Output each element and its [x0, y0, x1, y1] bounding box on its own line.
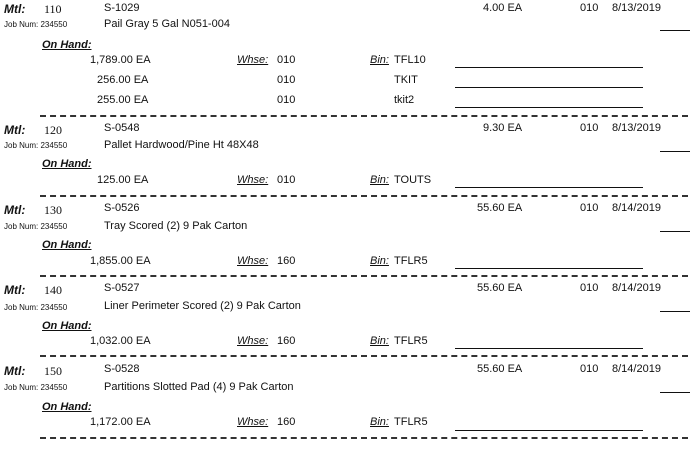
on-hand-label: On Hand:	[42, 239, 92, 251]
job-num-label: Job Num: 234550	[4, 222, 68, 231]
on-hand-label: On Hand:	[42, 401, 92, 413]
part-description: Liner Perimeter Scored (2) 9 Pak Carton	[104, 300, 301, 312]
record-separator	[40, 115, 688, 117]
part-number: S-0528	[104, 363, 140, 375]
mtl-label: Mtl:	[4, 2, 26, 16]
mtl-sequence: 130	[44, 203, 62, 217]
warehouse: 010	[580, 122, 599, 134]
on-hand-bin: tkit2	[394, 94, 415, 106]
whse-label: Whse:	[237, 416, 269, 428]
bin-label: Bin:	[370, 54, 389, 66]
part-number: S-1029	[104, 2, 140, 14]
record-separator	[40, 195, 688, 197]
whse-label: Whse:	[237, 255, 269, 267]
on-hand-label: On Hand:	[42, 320, 92, 332]
whse-label: Whse:	[237, 54, 269, 66]
signature-line	[660, 151, 690, 152]
mtl-sequence: 120	[44, 123, 62, 137]
signature-line	[660, 30, 690, 31]
record-separator	[40, 355, 688, 357]
bin-label: Bin:	[370, 416, 389, 428]
on-hand-bin: TFLR5	[394, 335, 428, 347]
due-date: 8/14/2019	[612, 282, 661, 294]
required-qty: 55.60 EA	[477, 363, 523, 375]
on-hand-whse: 160	[277, 335, 296, 347]
bin-label: Bin:	[370, 174, 389, 186]
warehouse: 010	[580, 363, 599, 375]
count-line	[455, 87, 643, 88]
mtl-sequence: 140	[44, 283, 62, 297]
count-line	[455, 107, 643, 108]
mtl-label: Mtl:	[4, 203, 26, 217]
on-hand-whse: 160	[277, 255, 296, 267]
on-hand-qty: 255.00 EA	[97, 94, 149, 106]
required-qty: 55.60 EA	[477, 282, 523, 294]
due-date: 8/13/2019	[612, 2, 661, 14]
warehouse: 010	[580, 202, 599, 214]
mtl-sequence: 110	[44, 2, 62, 16]
on-hand-qty: 256.00 EA	[97, 74, 149, 86]
warehouse: 010	[580, 282, 599, 294]
count-line	[455, 430, 643, 431]
on-hand-qty: 1,789.00 EA	[90, 54, 151, 66]
part-description: Tray Scored (2) 9 Pak Carton	[104, 220, 248, 232]
required-qty: 55.60 EA	[477, 202, 523, 214]
whse-label: Whse:	[237, 335, 269, 347]
part-description: Pallet Hardwood/Pine Ht 48X48	[104, 139, 259, 151]
required-qty: 9.30 EA	[483, 122, 523, 134]
on-hand-bin: TOUTS	[394, 174, 432, 186]
part-description: Pail Gray 5 Gal N051-004	[104, 18, 230, 30]
part-number: S-0548	[104, 122, 140, 134]
mtl-label: Mtl:	[4, 364, 26, 378]
on-hand-whse: 010	[277, 94, 296, 106]
job-num-label: Job Num: 234550	[4, 141, 68, 150]
on-hand-whse: 010	[277, 54, 296, 66]
on-hand-whse: 160	[277, 416, 296, 428]
on-hand-whse: 010	[277, 174, 296, 186]
mtl-label: Mtl:	[4, 123, 26, 137]
on-hand-whse: 010	[277, 74, 296, 86]
on-hand-label: On Hand:	[42, 39, 92, 51]
count-line	[455, 348, 643, 349]
on-hand-bin: TFLR5	[394, 416, 428, 428]
job-num-label: Job Num: 234550	[4, 383, 68, 392]
count-line	[455, 67, 643, 68]
count-line	[455, 187, 643, 188]
required-qty: 4.00 EA	[483, 2, 523, 14]
on-hand-qty: 125.00 EA	[97, 174, 149, 186]
bin-label: Bin:	[370, 335, 389, 347]
part-description: Partitions Slotted Pad (4) 9 Pak Carton	[104, 381, 294, 393]
warehouse: 010	[580, 2, 599, 14]
count-line	[455, 268, 643, 269]
due-date: 8/14/2019	[612, 363, 661, 375]
mtl-label: Mtl:	[4, 283, 26, 297]
on-hand-bin: TFL10	[394, 54, 426, 66]
on-hand-qty: 1,172.00 EA	[90, 416, 151, 428]
due-date: 8/14/2019	[612, 202, 661, 214]
part-number: S-0527	[104, 282, 140, 294]
on-hand-qty: 1,032.00 EA	[90, 335, 151, 347]
on-hand-bin: TFLR5	[394, 255, 428, 267]
signature-line	[660, 392, 690, 393]
job-num-label: Job Num: 234550	[4, 303, 68, 312]
signature-line	[660, 231, 690, 232]
due-date: 8/13/2019	[612, 122, 661, 134]
record-separator	[40, 275, 688, 277]
mtl-sequence: 150	[44, 364, 62, 378]
bin-label: Bin:	[370, 255, 389, 267]
signature-line	[660, 311, 690, 312]
record-separator	[40, 437, 688, 439]
on-hand-qty: 1,855.00 EA	[90, 255, 151, 267]
on-hand-bin: TKIT	[394, 74, 418, 86]
job-num-label: Job Num: 234550	[4, 20, 68, 29]
on-hand-label: On Hand:	[42, 158, 92, 170]
part-number: S-0526	[104, 202, 140, 214]
whse-label: Whse:	[237, 174, 269, 186]
